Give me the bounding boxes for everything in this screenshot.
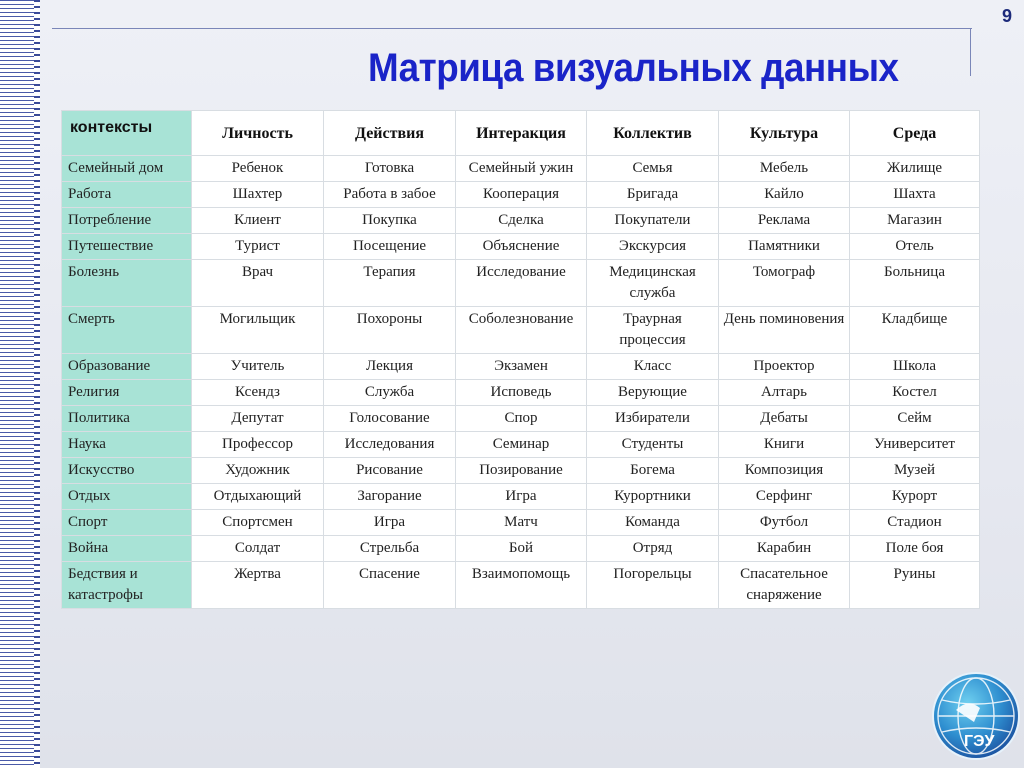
table-cell: Лекция: [324, 354, 456, 380]
table-cell: Служба: [324, 380, 456, 406]
table-cell: Стадион: [850, 510, 980, 536]
table-cell: Студенты: [587, 432, 719, 458]
table-cell: Школа: [850, 354, 980, 380]
table-row: [62, 406, 980, 432]
table-cell: Курортники: [587, 484, 719, 510]
column-header: Коллектив: [587, 111, 719, 156]
visual-data-matrix: [61, 110, 980, 609]
table-cell: Экскурсия: [587, 234, 719, 260]
table-cell: Класс: [587, 354, 719, 380]
table-cell: Поле боя: [850, 536, 980, 562]
table-row: [62, 208, 980, 234]
table-cell: Посещение: [324, 234, 456, 260]
table-row: [62, 234, 980, 260]
table-cell: Избиратели: [587, 406, 719, 432]
table-cell: Ребенок: [192, 156, 324, 182]
table-cell: Университет: [850, 432, 980, 458]
table-cell: Серфинг: [719, 484, 850, 510]
row-context-label: Война: [62, 536, 192, 562]
row-context-label: Семейный дом: [62, 156, 192, 182]
row-context-label: Политика: [62, 406, 192, 432]
table-row: [62, 260, 980, 307]
table-cell: Работа в забое: [324, 182, 456, 208]
table-cell: Карабин: [719, 536, 850, 562]
table-cell: Профессор: [192, 432, 324, 458]
table-cell: Музей: [850, 458, 980, 484]
table-cell: Кладбище: [850, 307, 980, 354]
table-cell: Врач: [192, 260, 324, 307]
column-header: Интеракция: [456, 111, 587, 156]
table-cell: Могильщик: [192, 307, 324, 354]
table-cell: Бригада: [587, 182, 719, 208]
table-cell: Бой: [456, 536, 587, 562]
table-cell: Больница: [850, 260, 980, 307]
row-context-label: Спорт: [62, 510, 192, 536]
table-cell: Погорельцы: [587, 562, 719, 609]
table-cell: Готовка: [324, 156, 456, 182]
table-cell: Памятники: [719, 234, 850, 260]
table-cell: Исповедь: [456, 380, 587, 406]
table-cell: Стрельба: [324, 536, 456, 562]
table-cell: Учитель: [192, 354, 324, 380]
table-cell: Исследование: [456, 260, 587, 307]
table-row: [62, 458, 980, 484]
table-cell: Отдыхающий: [192, 484, 324, 510]
table-cell: Томограф: [719, 260, 850, 307]
table-cell: Траурная процессия: [587, 307, 719, 354]
table-cell: Верующие: [587, 380, 719, 406]
table-cell: Отель: [850, 234, 980, 260]
table-cell: Магазин: [850, 208, 980, 234]
table-cell: Позирование: [456, 458, 587, 484]
top-divider: [52, 28, 972, 29]
table-row: [62, 380, 980, 406]
table-cell: Голосование: [324, 406, 456, 432]
table-cell: Терапия: [324, 260, 456, 307]
table-cell: Спасательное снаряжение: [719, 562, 850, 609]
table-row: [62, 156, 980, 182]
row-context-label: Бедствия и катастрофы: [62, 562, 192, 609]
table-cell: Игра: [456, 484, 587, 510]
table-cell: Спор: [456, 406, 587, 432]
table-row: [62, 484, 980, 510]
table-cell: Жертва: [192, 562, 324, 609]
row-context-label: Искусство: [62, 458, 192, 484]
table-row: [62, 536, 980, 562]
table-cell: Семья: [587, 156, 719, 182]
table-cell: Похороны: [324, 307, 456, 354]
table-cell: Кооперация: [456, 182, 587, 208]
table-row: [62, 307, 980, 354]
table-row: [62, 182, 980, 208]
table-cell: Художник: [192, 458, 324, 484]
university-globe-logo-icon: [934, 674, 1018, 758]
table-cell: Спортсмен: [192, 510, 324, 536]
table-cell: Солдат: [192, 536, 324, 562]
row-context-label: Болезнь: [62, 260, 192, 307]
table-cell: Экзамен: [456, 354, 587, 380]
row-context-label: Отдых: [62, 484, 192, 510]
column-header: Культура: [719, 111, 850, 156]
table-cell: Объяснение: [456, 234, 587, 260]
table-cell: Руины: [850, 562, 980, 609]
table-cell: Жилище: [850, 156, 980, 182]
row-context-label: Потребление: [62, 208, 192, 234]
table-cell: Спасение: [324, 562, 456, 609]
table-cell: Семейный ужин: [456, 156, 587, 182]
corner-header: контексты: [62, 111, 192, 156]
table-cell: Отряд: [587, 536, 719, 562]
table-cell: Композиция: [719, 458, 850, 484]
row-context-label: Путешествие: [62, 234, 192, 260]
table-cell: Медицинская служба: [587, 260, 719, 307]
table-cell: Депутат: [192, 406, 324, 432]
table-body: [62, 156, 980, 609]
row-context-label: Смерть: [62, 307, 192, 354]
table-cell: Игра: [324, 510, 456, 536]
table-cell: Исследования: [324, 432, 456, 458]
table-cell: Костел: [850, 380, 980, 406]
column-header: Среда: [850, 111, 980, 156]
table-row: [62, 432, 980, 458]
university-logo: [934, 674, 1018, 758]
row-context-label: Наука: [62, 432, 192, 458]
slide-title: Матрица визуальных данных: [368, 46, 899, 90]
right-divider: [970, 28, 971, 76]
table-cell: Взаимопомощь: [456, 562, 587, 609]
table-cell: Рисование: [324, 458, 456, 484]
row-context-label: Образование: [62, 354, 192, 380]
table-row: [62, 510, 980, 536]
row-context-label: Религия: [62, 380, 192, 406]
page-number: 9: [1001, 6, 1012, 26]
column-header: Личность: [192, 111, 324, 156]
table-cell: Богема: [587, 458, 719, 484]
table-cell: Команда: [587, 510, 719, 536]
table-cell: Кайло: [719, 182, 850, 208]
left-decorative-stripes: [0, 0, 40, 768]
table-cell: Турист: [192, 234, 324, 260]
table-cell: Загорание: [324, 484, 456, 510]
table-cell: Шахтер: [192, 182, 324, 208]
table-header-row: [62, 111, 980, 156]
table-cell: Сейм: [850, 406, 980, 432]
table-cell: Футбол: [719, 510, 850, 536]
table-cell: Алтарь: [719, 380, 850, 406]
table-cell: Соболезнование: [456, 307, 587, 354]
table-cell: День поминовения: [719, 307, 850, 354]
table-row: [62, 354, 980, 380]
table-cell: Дебаты: [719, 406, 850, 432]
logo-text: ГЭУ: [964, 733, 995, 750]
table-cell: Клиент: [192, 208, 324, 234]
table-cell: Покупка: [324, 208, 456, 234]
table-row: [62, 562, 980, 609]
table-cell: Семинар: [456, 432, 587, 458]
table-cell: Проектор: [719, 354, 850, 380]
table-cell: Книги: [719, 432, 850, 458]
table-cell: Курорт: [850, 484, 980, 510]
table-cell: Реклама: [719, 208, 850, 234]
table-cell: Шахта: [850, 182, 980, 208]
column-header: Действия: [324, 111, 456, 156]
table-cell: Мебель: [719, 156, 850, 182]
row-context-label: Работа: [62, 182, 192, 208]
table-cell: Матч: [456, 510, 587, 536]
table-cell: Сделка: [456, 208, 587, 234]
table-cell: Ксендз: [192, 380, 324, 406]
table-cell: Покупатели: [587, 208, 719, 234]
